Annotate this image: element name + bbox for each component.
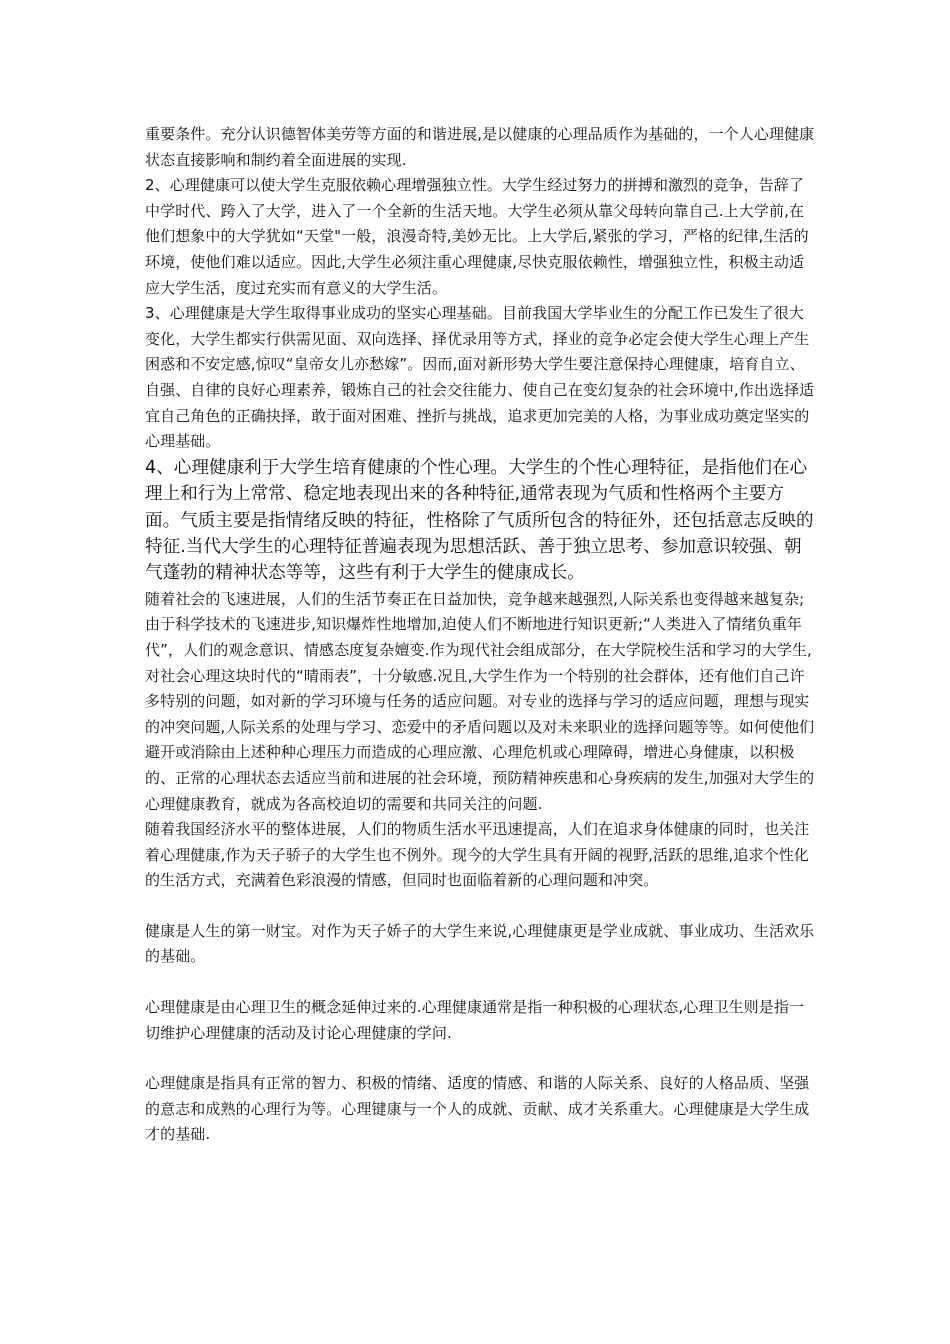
- paragraph-9: 心理健康是指具有正常的智力、积极的情绪、适度的情感、和谐的人际关系、良好的人格品质、坚强的意志和成熟的心理行为等。心理键康与一个人的成就、贡献、成才关系重大。心理健康是大学生成才的基础.: [145, 1074, 810, 1144]
- paragraph-2: 2、心理健康可以使大学生克服依赖心理增强独立性。大学生经过努力的拼搏和激烈的竞争，告辞了中学时代、跨入了大学，进入了一个全新的生活天地。大学生必须从靠父母转向靠自己.上大学前,在他们想象中的大学犹如“天堂"一般，浪漫奇特,美妙无比。上大学后,紧张的学习，严格的纪律,生活的环境，使他们难以适应。因此,大学生必须注重心理健康,尽快克服依赖性，增强独立性，积极主动适应大学生活，度过充实而有意义的大学生活。: [145, 176, 809, 297]
- document-body: [145, 122, 817, 1148]
- paragraph-5: 随着社会的飞速进展，人们的生活节奏正在日益加快，竞争越来越强烈,人际关系也变得越来越复杂;由于科学技术的飞速进步,知识爆炸性地增加,迫使人们不断地进行知识更新;“人类进入了情绪负重年代”，人们的观念意识、情感态度复杂嬗变.作为现代社会组成部分，在大学院校生活和学习的大学生,对社会心理这块时代的“晴雨表”，十分敏感.况且,大学生作为一个特别的社会群体，还有他们自己许多特别的问题，如对新的学习环境与任务的适应问题。对专业的选择与学习的适应问题，理想与现实的冲突问题,人际关系的处理与学习、恋爱中的矛盾问题以及对未来职业的选择问题等等。如何使他们避开或消除由上述种种心理压力而造成的心理应激、心理危机或心理障碍，增进心身健康，以积极的、正常的心理状态去适应当前和进展的社会环境，预防精神疾患和心身疾病的发生,加强对大学生的心理健康教育，就成为各高校迫切的需要和共同关注的问题.: [145, 589, 815, 813]
- paragraph-1: 重要条件。充分认识德智体美劳等方面的和谐进展,是以健康的心理品质作为基础的，一个人心理健康状态直接影响和制约着全面进展的实现.: [145, 125, 815, 169]
- paragraph-7: 健康是人生的第一财宝。对作为天子娇子的大学生来说,心理健康更是学业成就、事业成功、生活欢乐的基础。: [145, 921, 815, 966]
- paragraph-6: 随着我国经济水平的整体进展，人们的物质生活水平迅速提高，人们在追求身体健康的同时，也关注着心理健康,作为天子骄子的大学生也不例外。现今的大学生具有开阔的视野,活跃的思维,追求个性化的生活方式，充满着色彩浪漫的情感，但同时也面临着新的心理问题和冲突。: [145, 820, 810, 890]
- paragraph-4: 4、心理健康利于大学生培育健康的个性心理。大学生的个性心理特征，是指他们在心理上和行为上常常、稳定地表现出来的各种特征,通常表现为气质和性格两个主要方面。气质主要是指情绪反映的特征，性格除了气质所包含的特征外，还包括意志反映的特征.当代大学生的心理特征普遍表现为思想活跃、善于独立思考、参加意识较强、朝气蓬勃的精神状态等等，这些有利于大学生的健康成长。: [145, 457, 814, 584]
- paragraph-3: 3、心理健康是大学生取得事业成功的坚实心理基础。目前我国大学毕业生的分配工作已发生了很大变化，大学生都实行供需见面、双向选择、择优录用等方式，择业的竞争必定会使大学生心理上产生困惑和不安定感,惊叹“皇帝女儿亦愁嫁”。因而,面对新形势大学生要注意保持心理健康，培育自立、自强、自律的良好心理素养，锻炼自己的社会交往能力、使自己在变幻复杂的社会环境中,作出选择适宜自己角色的正确抉择，敢于面对困难、挫折与挑战，追求更加完美的人格，为事业成功奠定坚实的心理基础。: [145, 304, 815, 451]
- paragraph-8: 心理健康是由心理卫生的概念延伸过来的.心理健康通常是指一种积极的心理状态,心理卫生则是指一切维护心理健康的活动及讨论心理健康的学问.: [145, 998, 805, 1042]
